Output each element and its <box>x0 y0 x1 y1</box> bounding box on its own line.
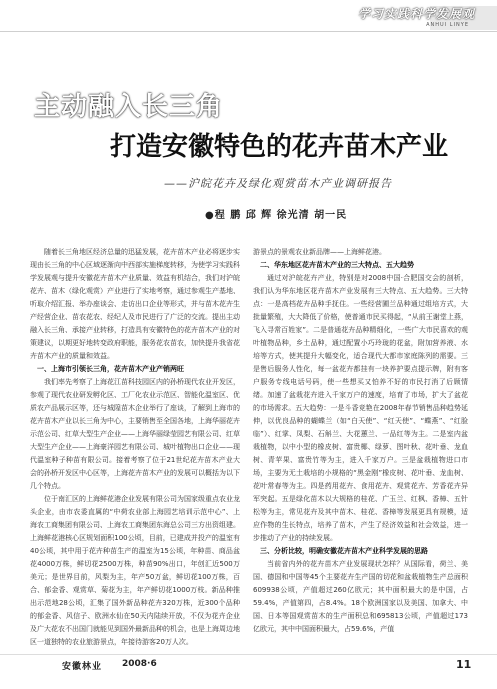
left-text-column <box>30 246 240 649</box>
article-kicker: 主动融入长三角 <box>34 92 224 122</box>
paragraph: 当前省内外的花卉苗木产业发展现状怎样？从国际看，荷兰、美国、德国和中国等45个主要花卉生产国的切花和盆栽植物生产总面积609938公顷，产值超过260亿欧元；其中面积最大的是中国，占59.4%，产值第四，占8.4%。18个欧洲国家以及美国、加拿大、中国、日本等国观赏苗木的生产面积总和695813公顷，产值超过173亿欧元，其中中国面积最大，占59.6%，产值 <box>253 560 468 633</box>
right-text-column <box>253 246 468 636</box>
footer-journal: 安徽林业 <box>62 662 103 672</box>
paragraph: 位于南汇区的上海鲜花港企业发展有限公司为国家级重点农业龙头企业，由市农委直属的“中荷农业部上海园艺培训示范中心”、上海农工商集团有限公司、上海农工商集团东海总公司三方出资组建。上海鲜花港核心区规划面积100公顷，目前，已建成并投产的温室有40公顷，其中用于花卉种苗生产的温室为15公顷，年种苗、商品盆花4000万株，鲜切花2500万株，种苗90%出口，年创汇近500万美元；是世界目前，风梨为主，年产50万盆，鲜切花100万株，百合、郁金香、观赏草、菊花为主，年产鲜切花1000万枝。新品种推出示范地28公顷，汇集了国外新品种花卉320万株，近300个品种的郁金香、风信子、欧洲水仙在50天内陆续开放，不仅为花卉企业及广大花农不出国门就能见到国外最新品种的机会，也是上海周边地区一道独特的农业旅游景点，年接待游客20万人次。 <box>30 495 240 646</box>
page-number: 11 <box>456 658 472 671</box>
header-divider <box>0 31 497 32</box>
article-subtitle: ——沪皖花卉及绿化观赏苗木产业调研报告 <box>164 177 392 190</box>
column-header <box>0 0 497 34</box>
section-heading: 三、分析比较，明确安徽花卉苗木产业科学发展的思路 <box>260 547 428 555</box>
article-headline: 打造安徽特色的花卉苗木产业 <box>110 132 449 162</box>
section-heading: 一、上海市引领长三角，花卉苗木产业产销两旺 <box>37 365 184 373</box>
column-name: 学习实践科学发展观 <box>357 7 475 21</box>
paragraph: 随着长三角地区经济总量的迅猛发展，花卉苗木产业必将逐步实现由长三角的中心区域逐渐向中西部实施梯度转移，为使学习实践科学发展观与提升安徽花卉苗木产业质量、效益有机结合，我们对沪皖花卉、苗木（绿化观赏）产业进行了实地考察，通过参观生产基地、听取介绍汇报、举办座谈会、走访出口企业等形式，并与苗木花卉生产经营企业、苗农花农、经纪人及市民进行了广泛的交流。提出主动融入长三角、承接产业转移，打造具有安徽特色的花卉苗木产业的对策建议，以期更好地转变政府职能，服务花农苗农，加快提升我省花卉苗木产业的质量和效益。 <box>30 248 240 360</box>
footer-divider <box>0 654 497 655</box>
paragraph: 游景点的景观农业新品牌——上海鲜花港。 <box>253 248 386 256</box>
paragraph: 我们率先考察了上海花江苗科技园区内的孙桥现代农业开发区，参观了现代农业研发孵化区、工厂化农业示范区、智能化温室区、优质农产品展示区等，还与城隍苗木企业举行了座谈，了解到上海市的花卉苗木产业以长三角为中心，主要销售至全国各地，上海华丽花卉示范公司、红草大型生产企业——上海华丽绿莹园艺有限公司、红草大型生产企业——上海豪洋园艺有限公司、城叶植物出口企业——现代温室种子种苗有限公司。接着考察了位于21世纪花卉苗木产业大会的孙桥开发区中心区等，上海花卉苗木产业的发展可以概括为以下几个特点。 <box>30 378 240 490</box>
footer-issue: 2008·6 <box>122 659 157 669</box>
paragraph: 通过对沪皖花卉产业，特别是对2008中国·合肥国交会的剖析，我们认为华东地区花卉苗木产业发展有三大特点、五大趋势。三大特点：一是高档花卉品种手抚住。一些经营圃兰品种通过组培方式，大批量繁殖，大大降低了价格，使普通市民买得起，“从前王谢堂上燕，飞入寻常百姓家”。二是普通花卉品种精细化，一些广大市民喜欢的观叶植物品种，乡土品种，通过配置小巧玲珑的花盆，附加营养液、水培等方式，使其提升大幅变化，适合现代大都市家庭陈列的需要。三是售后服务人性化，每一盆花卉都挂有一块养护要点提示牌，附有客户服务专线电话号码，使一些想买又怕养不好的市民打消了后顾情绪。加速了盆栽花卉进入千家万户的速度，培育了市场，扩大了盆花的市场需求。五大趋势：一是斗香竞艳在2008年春节销售品种趋势延伸，以优良品种的蝴蝶兰（如“白天使”、“红天使”、“蝶燕”、“红脸临”）、红掌、凤梨、石斛兰、大花蕙兰、一品红等为主。二是室内盆栽植物，以中小型的橡皮树、富贵椰、绿萝、图叶秋、花叶垂、龙血树、青苹果、富贵竹等为主，进入千家万户。三是盆栽植物进口市场，主要为无土栽培的小规格的“黑金刚”橡皮树、花叶垂、龙血树、花叶常春等为主。四是药用花卉、食用花卉、观赏花卉、芳香花卉异军突起。五是绿化苗木以大规格的桂花、广玉兰、红枫、香樟、五针松等为主，常见花卉及其中苗木、桂花、香樟等发展更具有规模，适应作物的生长特点，培养了苗木，产生了经济效益和社会效益，进一步推动了产业的持续发展。 <box>253 274 468 542</box>
section-heading: 二、华东地区花卉苗木产业的三大特点、五大趋势 <box>260 261 414 269</box>
article-authors: ●程 鹏 邱 辉 徐光清 胡一民 <box>205 210 348 221</box>
column-subname: ANHUI LINYE <box>426 22 469 28</box>
